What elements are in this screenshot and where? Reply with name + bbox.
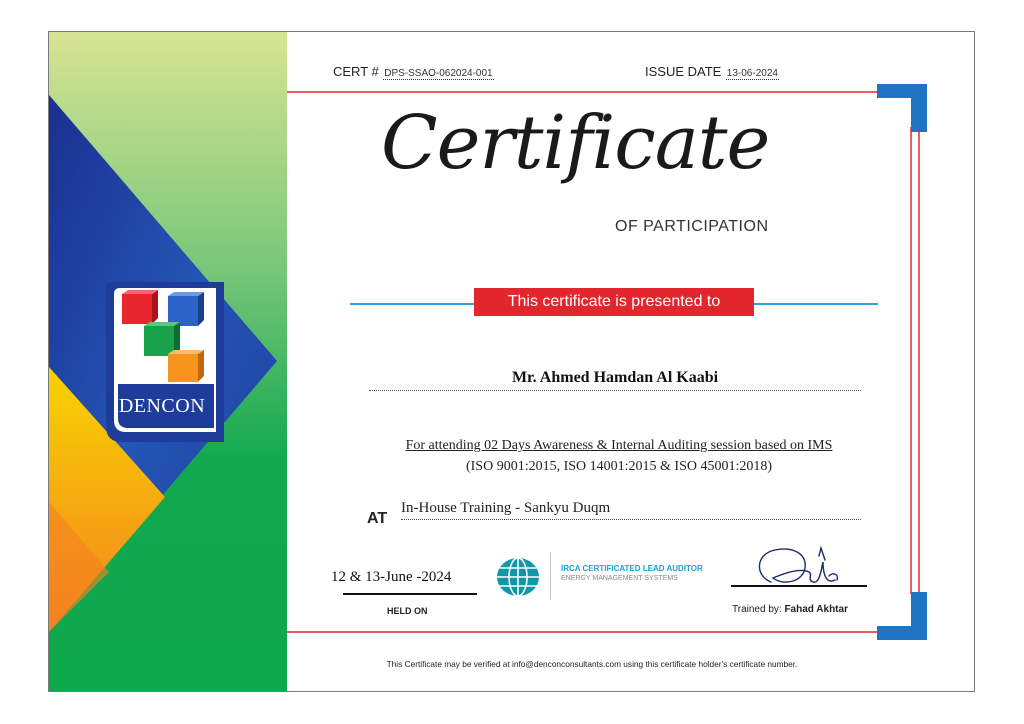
venue: In-House Training - Sankyu Duqm	[401, 500, 861, 520]
divider-right	[754, 303, 878, 305]
certificate-page	[48, 31, 975, 692]
irca-subtitle: ENERGY MANAGEMENT SYSTEMS	[561, 575, 678, 582]
recipient-name: Mr. Ahmed Hamdan Al Kaabi	[369, 369, 861, 391]
cert-number-value: DPS-SSAO-062024-001	[384, 68, 493, 79]
issue-date-label: ISSUE DATE	[645, 64, 722, 79]
issue-date-value: 13-06-2024	[726, 68, 778, 79]
globe-icon	[495, 556, 541, 598]
held-on-label: HELD ON	[387, 606, 428, 616]
signature-mark	[749, 542, 859, 590]
irca-separator	[550, 552, 551, 600]
session-description: For attending 02 Days Awareness & Internal Auditing session based on IMS	[405, 438, 833, 453]
cert-number-label: CERT #	[333, 64, 379, 79]
divider-left	[350, 303, 474, 305]
irca-title: IRCA CERTIFICATED LEAD AUDITOR	[561, 564, 703, 573]
verification-note: This Certificate may be verified at info@denconconsultants.com using this certificate holder's certificate number.	[386, 659, 798, 669]
trained-by-label: Trained by:	[732, 604, 785, 615]
dates-underline	[343, 593, 477, 595]
logo-text: DENCON	[118, 395, 206, 417]
session-standards: (ISO 9001:2015, ISO 14001:2015 & ISO 45001:2018)	[465, 459, 773, 474]
dencon-logo	[106, 282, 224, 442]
left-decorative-panel	[49, 32, 287, 691]
trained-by	[732, 604, 848, 615]
logo-emblem	[106, 282, 224, 442]
training-dates: 12 & 13-June -2024	[331, 569, 452, 585]
certificate-title: Certificate	[381, 100, 770, 186]
presented-to-banner: This certificate is presented to	[474, 288, 754, 316]
certificate-subtitle: OF PARTICIPATION	[615, 218, 769, 235]
cert-number-row	[333, 63, 494, 81]
cube-orange	[168, 350, 204, 382]
signature-line	[731, 585, 867, 587]
cube-blue	[168, 292, 204, 326]
at-label: AT	[367, 510, 388, 527]
issue-date-row	[645, 63, 779, 81]
trainer-name: Fahad Akhtar	[784, 604, 848, 615]
cube-red	[122, 290, 158, 324]
